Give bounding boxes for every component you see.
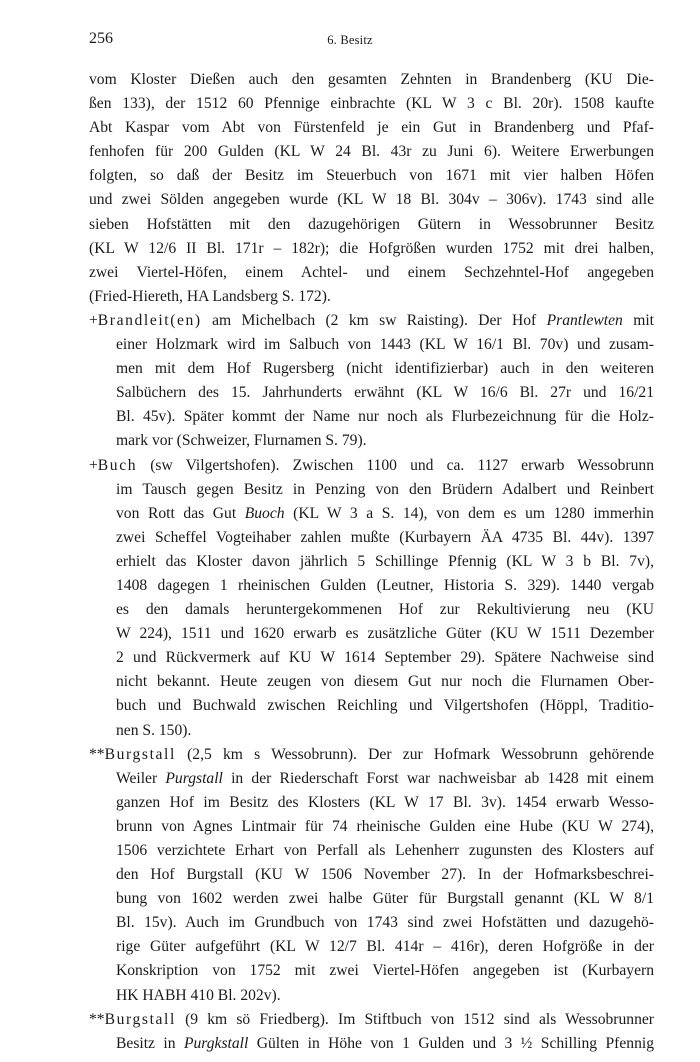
- running-head: 6. Besitz: [327, 33, 373, 47]
- text-line: W 224), 1511 und 1620 erwarb es zusätzliche Güter (KU W 1511 Dezember: [116, 625, 654, 643]
- text-line: folgten, so daß der Besitz im Steuerbuch von 1671 mit vier halben Höfen: [89, 167, 654, 185]
- text-line: den Hof Burgstall (KU W 1506 November 27). In der Hofmarksbeschrei-: [116, 866, 654, 884]
- text-line: es den damals heruntergekommenen Hof zur Rekultivierung neu (KU: [116, 601, 654, 619]
- text-line: und zwei Sölden angegeben wurde (KL W 18 Bl. 304v – 306v). 1743 sind alle: [89, 191, 654, 209]
- text-line: buch und Buchwald zwischen Reichling und Vilgertshofen (Höppl, Traditio-: [116, 697, 654, 715]
- entry-marker: +: [89, 456, 98, 474]
- text-line: **Burgstall (2,5 km s Wessobrunn). Der zur Hofmark Wessobrunn gehörende: [89, 745, 654, 763]
- text-line: **Burgstall (9 km sö Friedberg). Im Stiftbuch von 1512 sind als Wessobrunner: [89, 1010, 654, 1028]
- text-line: Abt Kaspar vom Abt von Fürstenfeld je ein Gut in Brandenberg und Pfaf-: [89, 119, 654, 137]
- text-line: erhielt das Kloster davon jährlich 5 Schillinge Pfennig (KL W 3 b Bl. 7v),: [116, 552, 654, 570]
- entry-burgstall: [89, 1008, 654, 1056]
- text-line: einer Holzmark wird im Salbuch von 1443 (KL W 16/1 Bl. 70v) und zusam-: [116, 336, 654, 354]
- text-line: (Fried-Hiereth, HA Landsberg S. 172).: [89, 287, 331, 305]
- text-line: Konskription von 1752 mit zwei Viertel-Höfen angegeben ist (Kurbayern: [116, 962, 654, 980]
- text-line: Bl. 45v). Später kommt der Name nur noch als Flurbezeichnung für die Holz-: [116, 408, 654, 426]
- text-line: sieben Hofstätten mit den dazugehörigen Gütern in Wessobrunner Besitz: [89, 215, 654, 233]
- entry-brandleit-en-: [89, 309, 654, 454]
- text-line: nicht bekannt. Heute zeugen von diesem Gut nur noch die Flurnamen Ober-: [116, 673, 654, 691]
- entry-headword: Buch: [97, 456, 138, 474]
- text-line: 1408 dagegen 1 rheinischen Gulden (Leutner, Historia S. 329). 1440 vergab: [116, 576, 654, 594]
- text-line: (KL W 12/6 II Bl. 171r – 182r); die Hofgrößen wurden 1752 mit drei halben,: [89, 239, 654, 257]
- text-line: Besitz in Purgkstall Gülten in Höhe von 1 Gulden und 3 ½ Schilling Pfennig: [116, 1034, 655, 1052]
- entry-burgstall: [89, 743, 654, 1008]
- entry-headword: Burgstall: [104, 745, 176, 763]
- text-line: Bl. 15v). Auch im Grundbuch von 1743 sind zwei Hofstätten und dazugehö-: [116, 914, 654, 932]
- italic-place-name: Purgstall: [165, 769, 223, 787]
- text-line: im Tausch gegen Besitz in Penzing von den Brüdern Adalbert und Reinbert: [116, 480, 654, 498]
- text-line: mark vor (Schweizer, Flurnamen S. 79).: [116, 432, 367, 450]
- italic-place-name: Prantlewten: [546, 311, 623, 329]
- text-line: fenhofen für 200 Gulden (KL W 24 Bl. 43r zu Juni 6). Weitere Erwerbungen: [89, 143, 654, 161]
- text-line: +Brandleit(en) am Michelbach (2 km sw Raisting). Der Hof Prantlewten mit: [89, 311, 655, 329]
- entry-buch: [89, 454, 654, 743]
- entry-marker: **: [89, 745, 105, 763]
- text-line: zwei Scheffel Vogteihaber zahlen mußte (Kurbayern ÄA 4735 Bl. 44v). 1397: [116, 528, 654, 546]
- text-line: zwei Viertel-Höfen, einem Achtel- und einem Sechzehntel-Hof angegeben: [89, 263, 654, 281]
- entry-headword: Burgstall: [104, 1010, 176, 1028]
- text-line: rige Güter aufgeführt (KL W 12/7 Bl. 414r – 416r), deren Hofgröße in der: [116, 938, 654, 956]
- text-line: Weiler Purgstall in der Riederschaft Forst war nachweisbar ab 1428 mit einem: [116, 769, 654, 787]
- continuation-paragraph: [89, 68, 654, 309]
- text-line: brunn von Agnes Lintmair für 74 rheinische Gulden eine Hube (KU W 274),: [116, 817, 654, 835]
- text-line: 2 und Rückvermerk auf KU W 1614 September 29). Spätere Nachweise sind: [116, 649, 654, 667]
- text-line: ganzen Hof im Besitz des Klosters (KL W 17 Bl. 3v). 1454 erwarb Wesso-: [116, 793, 654, 811]
- italic-place-name: Purgkstall: [183, 1034, 249, 1052]
- text-line: 1506 verzichtete Erhart von Perfall als Lehenherr zugunsten des Klosters auf: [116, 842, 654, 859]
- entry-marker: **: [89, 1010, 105, 1028]
- italic-place-name: Buoch: [244, 504, 285, 522]
- body-text: [89, 68, 654, 1056]
- entry-headword: Brandleit(en): [97, 311, 202, 329]
- text-line: men mit dem Hof Rugersberg (nicht identifizierbar) auch in den weiteren: [116, 360, 654, 378]
- page-header: [0, 30, 700, 50]
- entry-marker: +: [89, 311, 98, 329]
- text-line: bung von 1602 werden zwei halbe Güter für Burgstall genannt (KL W 8/1: [116, 890, 654, 908]
- text-line: +Buch (sw Vilgertshofen). Zwischen 1100 und ca. 1127 erwarb Wessobrunn: [89, 456, 654, 474]
- text-line: HK HABH 410 Bl. 202v).: [116, 986, 281, 1004]
- text-line: vom Kloster Dießen auch den gesamten Zehnten in Brandenberg (KU Die-: [89, 71, 654, 88]
- text-line: nen S. 150).: [116, 721, 192, 739]
- text-line: von Rott das Gut Buoch (KL W 3 a S. 14), von dem es um 1280 immerhin: [116, 504, 654, 522]
- text-line: Salbüchern des 15. Jahrhunderts erwähnt (KL W 16/6 Bl. 27r und 16/21: [116, 384, 654, 402]
- text-line: ßen 133), der 1512 60 Pfennige einbrachte (KL W 3 c Bl. 20r). 1508 kaufte: [89, 95, 654, 113]
- page-number: 256: [89, 30, 113, 47]
